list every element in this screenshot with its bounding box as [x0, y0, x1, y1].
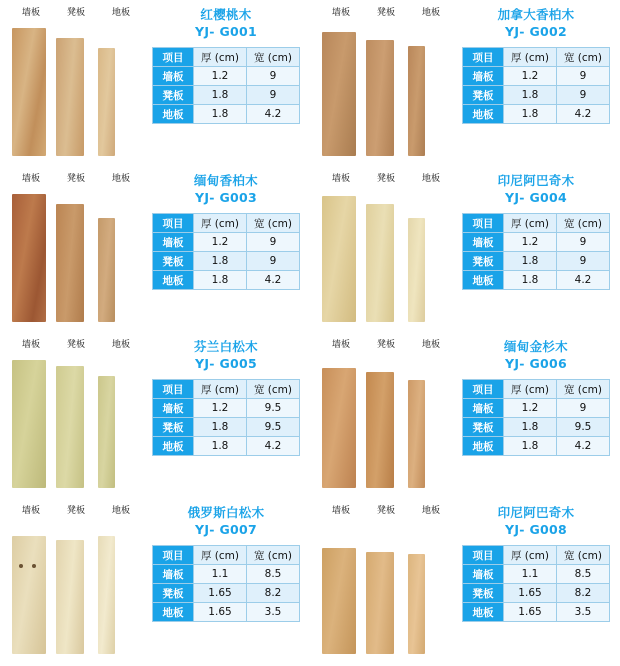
table-row: [463, 399, 610, 418]
product-code: YJ- G006: [505, 356, 567, 371]
wood-samples-2: [8, 172, 148, 322]
row-label: 地板: [463, 105, 504, 124]
cell-width: 8.2: [557, 584, 610, 603]
board-wall-image: [322, 32, 356, 156]
table-row: [153, 86, 300, 105]
board-images-3: [318, 190, 458, 322]
cell-thickness: 1.2: [194, 233, 247, 252]
sample-labels-4: [8, 338, 148, 352]
sample-label-wall: 墙板: [21, 174, 40, 184]
cell-width: 9.5: [557, 418, 610, 437]
product-info-2: [150, 172, 302, 290]
board-bench-image: [56, 204, 84, 322]
header-thickness: 厚 (cm): [194, 380, 247, 399]
product-info-3: [460, 172, 612, 290]
product-name: 缅甸金杉木: [503, 339, 568, 354]
cell-width: 9: [247, 252, 300, 271]
product-name: 印尼阿巴奇木: [497, 173, 575, 188]
table-row: [153, 565, 300, 584]
board-images-7: [318, 522, 458, 654]
sample-label-floor: 地板: [421, 174, 440, 184]
sample-label-floor: 地板: [111, 506, 130, 516]
board-images-5: [318, 356, 458, 488]
board-floor-image: [98, 48, 115, 156]
table-row: [153, 105, 300, 124]
product-code: YJ- G005: [195, 356, 257, 371]
wood-samples-6: [8, 504, 148, 654]
sample-labels-1: [318, 6, 458, 20]
row-label: 地板: [153, 437, 194, 456]
board-floor-image: [98, 536, 115, 654]
cell-width: 9: [557, 86, 610, 105]
table-header-row: [153, 546, 300, 565]
cell-thickness: 1.8: [504, 271, 557, 290]
row-label: 凳板: [153, 584, 194, 603]
table-row: [463, 603, 610, 622]
cell-thickness: 1.8: [194, 437, 247, 456]
product-name: 俄罗斯白松木: [187, 505, 265, 520]
product-code: YJ- G008: [505, 522, 567, 537]
row-label: 凳板: [463, 252, 504, 271]
cell-width: 9: [247, 67, 300, 86]
sample-labels-5: [318, 338, 458, 352]
board-wall-image: [12, 536, 46, 654]
table-row: [153, 67, 300, 86]
board-wall-image: [12, 194, 46, 322]
cell-width: 4.2: [247, 271, 300, 290]
header-width: 宽 (cm): [557, 546, 610, 565]
row-label: 地板: [463, 271, 504, 290]
board-bench-image: [366, 372, 394, 488]
cell-thickness: 1.65: [194, 584, 247, 603]
board-bench-image: [366, 552, 394, 654]
wood-samples-7: [318, 504, 458, 654]
wood-samples-3: [318, 172, 458, 322]
product-card-6: [0, 498, 310, 664]
sample-label-floor: 地板: [111, 340, 130, 350]
spec-table: [152, 213, 300, 290]
header-item: 项目: [153, 546, 194, 565]
cell-thickness: 1.65: [504, 584, 557, 603]
product-name: 缅甸香柏木: [193, 173, 258, 188]
cell-thickness: 1.8: [194, 271, 247, 290]
board-floor-image: [408, 218, 425, 322]
sample-label-wall: 墙板: [21, 340, 40, 350]
table-row: [463, 67, 610, 86]
spec-table: [152, 545, 300, 622]
row-label: 凳板: [463, 86, 504, 105]
sample-label-wall: 墙板: [21, 506, 40, 516]
sample-labels-0: [8, 6, 148, 20]
product-card-3: [310, 166, 620, 332]
product-card-0: [0, 0, 310, 166]
wood-samples-4: [8, 338, 148, 488]
catalog-row: [0, 332, 620, 498]
sample-labels-2: [8, 172, 148, 186]
board-images-0: [8, 24, 148, 156]
cell-width: 4.2: [557, 105, 610, 124]
cell-thickness: 1.8: [194, 418, 247, 437]
product-info-1: [460, 6, 612, 124]
table-row: [153, 418, 300, 437]
sample-label-floor: 地板: [421, 506, 440, 516]
header-thickness: 厚 (cm): [504, 214, 557, 233]
product-card-7: [310, 498, 620, 664]
table-header-row: [463, 546, 610, 565]
product-card-4: [0, 332, 310, 498]
product-card-5: [310, 332, 620, 498]
sample-label-bench: 凳板: [376, 506, 395, 516]
table-row: [463, 86, 610, 105]
row-label: 墙板: [463, 565, 504, 584]
cell-thickness: 1.65: [504, 603, 557, 622]
row-label: 墙板: [463, 399, 504, 418]
cell-thickness: 1.1: [194, 565, 247, 584]
sample-label-wall: 墙板: [331, 506, 350, 516]
table-header-row: [463, 214, 610, 233]
table-row: [153, 399, 300, 418]
header-width: 宽 (cm): [557, 214, 610, 233]
table-row: [153, 252, 300, 271]
header-width: 宽 (cm): [557, 48, 610, 67]
catalog-row: [0, 0, 620, 166]
product-name: 红樱桃木: [200, 7, 252, 22]
sample-labels-3: [318, 172, 458, 186]
table-row: [153, 271, 300, 290]
board-wall-image: [12, 360, 46, 488]
spec-table: [462, 213, 610, 290]
sample-label-bench: 凳板: [376, 340, 395, 350]
cell-width: 8.5: [557, 565, 610, 584]
cell-thickness: 1.8: [504, 252, 557, 271]
board-floor-image: [408, 380, 425, 488]
header-thickness: 厚 (cm): [194, 214, 247, 233]
table-row: [463, 418, 610, 437]
cell-thickness: 1.65: [194, 603, 247, 622]
row-label: 地板: [463, 603, 504, 622]
table-header-row: [153, 380, 300, 399]
product-name: 印尼阿巴奇木: [497, 505, 575, 520]
table-header-row: [153, 48, 300, 67]
header-item: 项目: [153, 214, 194, 233]
header-thickness: 厚 (cm): [194, 546, 247, 565]
cell-thickness: 1.1: [504, 565, 557, 584]
table-row: [463, 437, 610, 456]
cell-width: 9: [557, 399, 610, 418]
product-code: YJ- G002: [505, 24, 567, 39]
sample-label-wall: 墙板: [331, 8, 350, 18]
sample-label-floor: 地板: [421, 340, 440, 350]
sample-label-bench: 凳板: [66, 506, 85, 516]
board-wall-image: [322, 196, 356, 322]
row-label: 墙板: [153, 399, 194, 418]
sample-label-floor: 地板: [111, 174, 130, 184]
catalog-row: [0, 498, 620, 664]
cell-thickness: 1.8: [194, 105, 247, 124]
sample-labels-6: [8, 504, 148, 518]
row-label: 墙板: [463, 233, 504, 252]
header-width: 宽 (cm): [247, 48, 300, 67]
table-row: [153, 233, 300, 252]
wood-samples-1: [318, 6, 458, 156]
row-label: 地板: [153, 603, 194, 622]
sample-label-wall: 墙板: [331, 340, 350, 350]
cell-width: 9.5: [247, 418, 300, 437]
table-row: [153, 584, 300, 603]
cell-thickness: 1.8: [504, 437, 557, 456]
row-label: 凳板: [153, 418, 194, 437]
header-thickness: 厚 (cm): [194, 48, 247, 67]
table-header-row: [463, 48, 610, 67]
cell-thickness: 1.2: [194, 67, 247, 86]
row-label: 墙板: [153, 565, 194, 584]
sample-label-floor: 地板: [111, 8, 130, 18]
row-label: 墙板: [153, 233, 194, 252]
header-item: 项目: [463, 380, 504, 399]
cell-width: 9.5: [247, 399, 300, 418]
product-code: YJ- G004: [505, 190, 567, 205]
board-floor-image: [98, 218, 115, 322]
header-item: 项目: [463, 546, 504, 565]
table-header-row: [153, 214, 300, 233]
cell-thickness: 1.8: [194, 86, 247, 105]
cell-width: 8.5: [247, 565, 300, 584]
spec-table: [152, 47, 300, 124]
product-info-7: [460, 504, 612, 622]
table-row: [463, 233, 610, 252]
cell-width: 9: [557, 233, 610, 252]
product-code: YJ- G007: [195, 522, 257, 537]
table-row: [463, 565, 610, 584]
cell-thickness: 1.8: [504, 86, 557, 105]
cell-width: 3.5: [557, 603, 610, 622]
header-item: 项目: [153, 380, 194, 399]
header-width: 宽 (cm): [247, 214, 300, 233]
cell-width: 4.2: [247, 105, 300, 124]
row-label: 地板: [463, 437, 504, 456]
row-label: 墙板: [153, 67, 194, 86]
board-wall-image: [12, 28, 46, 156]
board-bench-image: [366, 204, 394, 322]
board-wall-image: [322, 368, 356, 488]
product-info-0: [150, 6, 302, 124]
header-thickness: 厚 (cm): [504, 48, 557, 67]
spec-table: [462, 47, 610, 124]
row-label: 地板: [153, 271, 194, 290]
spec-table: [462, 379, 610, 456]
sample-label-wall: 墙板: [21, 8, 40, 18]
header-thickness: 厚 (cm): [504, 546, 557, 565]
cell-thickness: 1.8: [504, 105, 557, 124]
spec-table: [462, 545, 610, 622]
product-info-4: [150, 338, 302, 456]
table-row: [153, 437, 300, 456]
sample-label-wall: 墙板: [331, 174, 350, 184]
board-images-6: [8, 522, 148, 654]
row-label: 地板: [153, 105, 194, 124]
header-item: 项目: [463, 214, 504, 233]
cell-width: 9: [557, 67, 610, 86]
sample-labels-7: [318, 504, 458, 518]
row-label: 凳板: [153, 252, 194, 271]
product-info-6: [150, 504, 302, 622]
product-info-5: [460, 338, 612, 456]
board-bench-image: [56, 38, 84, 156]
cell-thickness: 1.2: [504, 399, 557, 418]
cell-width: 9: [557, 252, 610, 271]
wood-samples-0: [8, 6, 148, 156]
cell-thickness: 1.2: [504, 67, 557, 86]
header-item: 项目: [153, 48, 194, 67]
sample-label-bench: 凳板: [66, 8, 85, 18]
board-floor-image: [408, 554, 425, 654]
cell-thickness: 1.8: [194, 252, 247, 271]
board-bench-image: [366, 40, 394, 156]
row-label: 凳板: [463, 418, 504, 437]
table-row: [153, 603, 300, 622]
board-bench-image: [56, 366, 84, 488]
row-label: 墙板: [463, 67, 504, 86]
spec-table: [152, 379, 300, 456]
product-card-1: [310, 0, 620, 166]
sample-label-bench: 凳板: [376, 8, 395, 18]
sample-label-bench: 凳板: [376, 174, 395, 184]
board-floor-image: [98, 376, 115, 488]
cell-thickness: 1.8: [504, 418, 557, 437]
product-code: YJ- G003: [195, 190, 257, 205]
row-label: 凳板: [153, 86, 194, 105]
product-card-2: [0, 166, 310, 332]
board-images-2: [8, 190, 148, 322]
cell-width: 4.2: [247, 437, 300, 456]
cell-width: 8.2: [247, 584, 300, 603]
row-label: 凳板: [463, 584, 504, 603]
cell-width: 4.2: [557, 437, 610, 456]
header-width: 宽 (cm): [247, 546, 300, 565]
cell-thickness: 1.2: [194, 399, 247, 418]
sample-label-floor: 地板: [421, 8, 440, 18]
board-bench-image: [56, 540, 84, 654]
header-item: 项目: [463, 48, 504, 67]
board-images-1: [318, 24, 458, 156]
table-row: [463, 271, 610, 290]
header-width: 宽 (cm): [247, 380, 300, 399]
product-code: YJ- G001: [195, 24, 257, 39]
table-row: [463, 584, 610, 603]
board-floor-image: [408, 46, 425, 156]
product-name: 芬兰白松木: [193, 339, 258, 354]
cell-width: 9: [247, 233, 300, 252]
board-wall-image: [322, 548, 356, 654]
catalog-row: [0, 166, 620, 332]
wood-samples-5: [318, 338, 458, 488]
table-row: [463, 105, 610, 124]
board-images-4: [8, 356, 148, 488]
cell-thickness: 1.2: [504, 233, 557, 252]
sample-label-bench: 凳板: [66, 340, 85, 350]
cell-width: 4.2: [557, 271, 610, 290]
table-header-row: [463, 380, 610, 399]
header-thickness: 厚 (cm): [504, 380, 557, 399]
sample-label-bench: 凳板: [66, 174, 85, 184]
table-row: [463, 252, 610, 271]
header-width: 宽 (cm): [557, 380, 610, 399]
cell-width: 9: [247, 86, 300, 105]
product-name: 加拿大香柏木: [497, 7, 575, 22]
cell-width: 3.5: [247, 603, 300, 622]
